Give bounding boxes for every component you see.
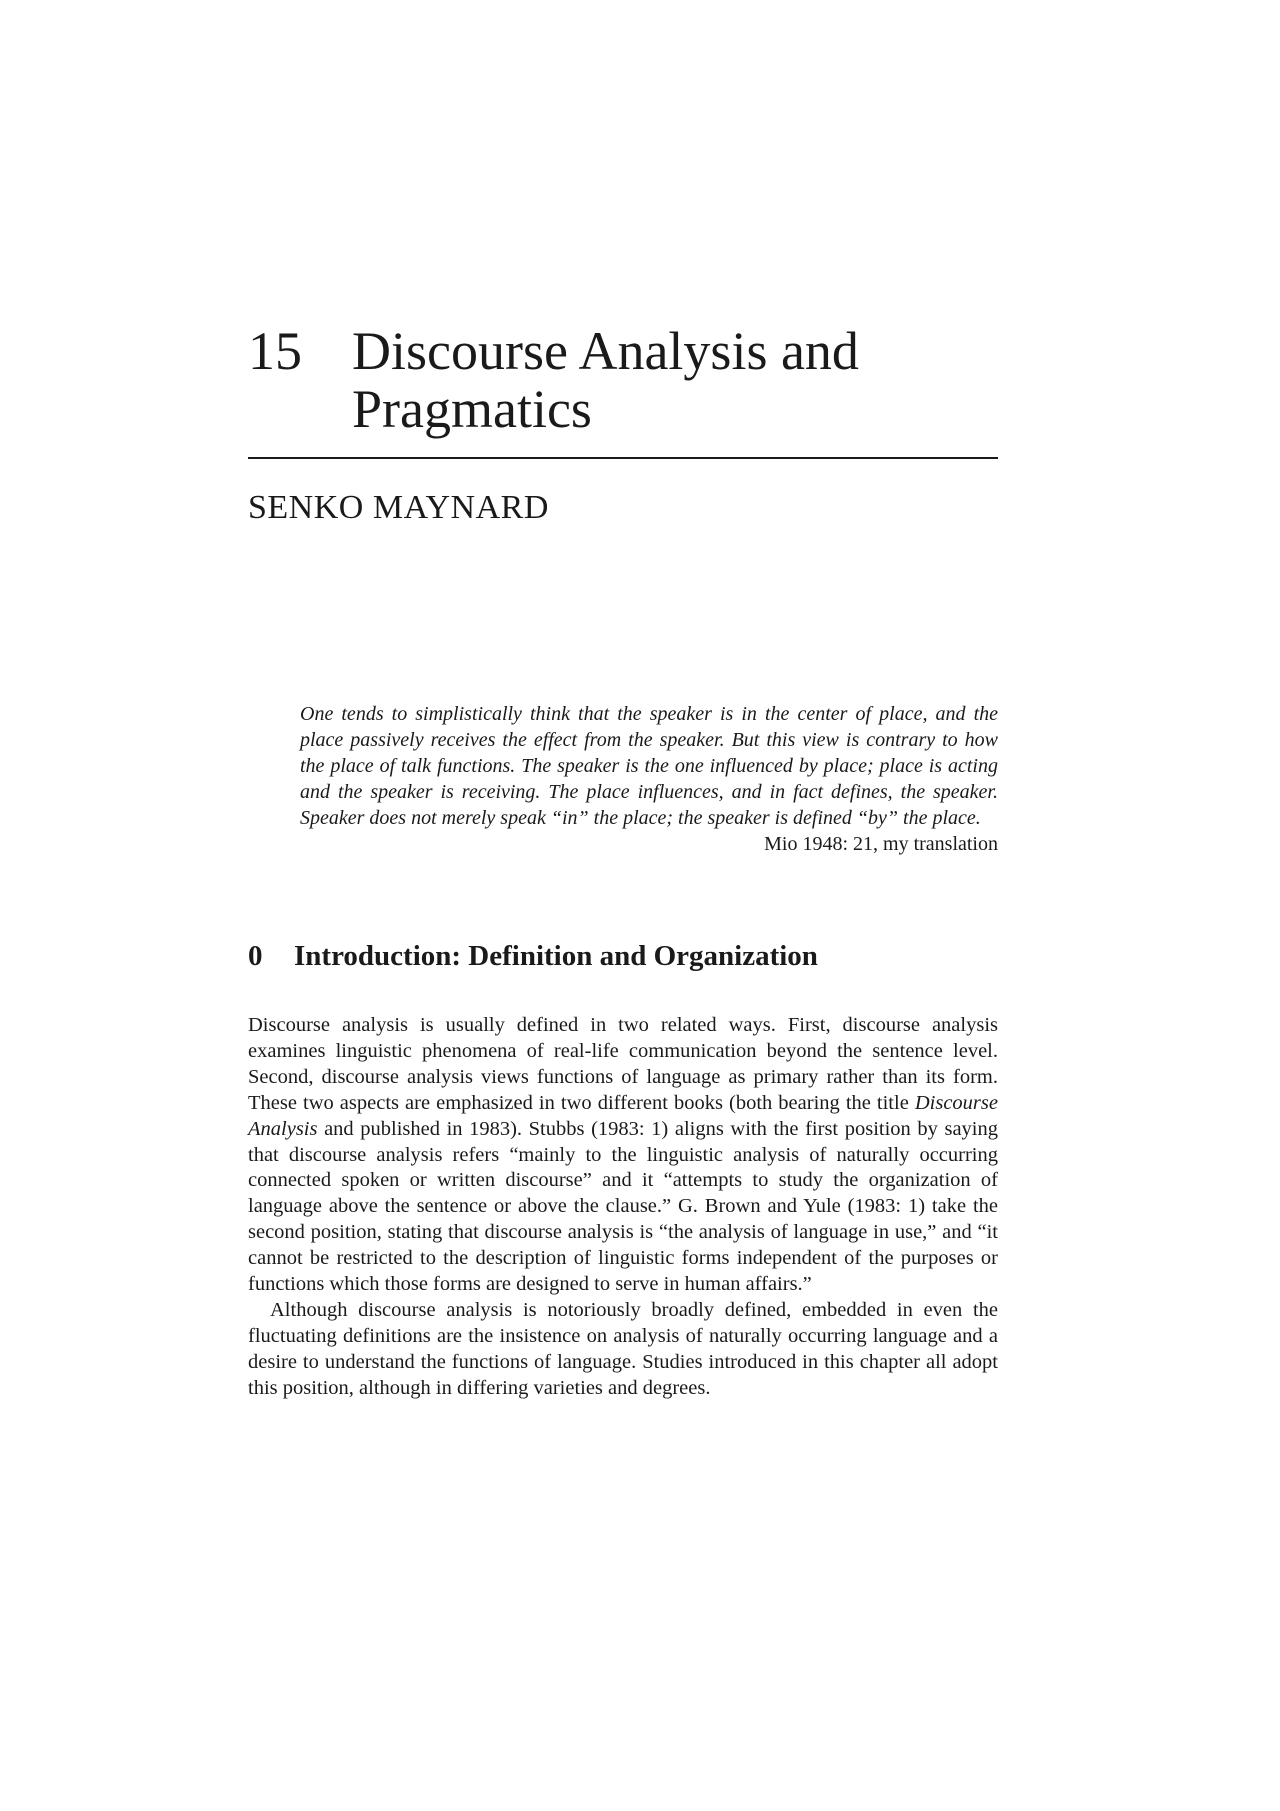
- title-rule: [248, 457, 998, 459]
- book-title-italic: Discourse Analysis: [248, 1091, 998, 1140]
- chapter-title-line-2: Pragmatics: [352, 379, 592, 439]
- epigraph-text: One tends to simplistically think that the speaker is in the center of place, and the place passively receives the effect from the speaker. But this view is contrary to how the place of talk functions. The speaker is the one influenced by place; place is acting and the speaker is receiving. The place influences, and in fact defines, the speaker. Speaker does not merely speak “in” the place; the speaker is defined “by” the place.: [300, 703, 998, 829]
- chapter-title-line-1: Discourse Analysis and: [352, 321, 859, 381]
- paragraph-1-part-b: and published in 1983). Stubbs (1983: 1) aligns with the first position by saying that discourse analysis refers “mainly to the linguistic analysis of naturally occurring connected spoken or written discourse” and it “attempts to study the organization of language above the sentence or above the clause.” G. Brown and Yule (1983: 1) take the second position, stating that discourse analysis is “the analysis of language in use,” and “it cannot be restricted to the description of linguistic forms independent of the purposes or functions which those forms are designed to serve in human affairs.”: [248, 1117, 998, 1296]
- paragraph-2: Although discourse analysis is notoriously broadly defined, embedded in even the fluctuating definitions are the insistence on analysis of naturally occurring language and a desire to understand the functions of language. Studies introduced in this chapter all adopt this position, although in differing varieties and degrees.: [248, 1298, 998, 1399]
- section-title: Introduction: Definition and Organization: [294, 940, 818, 972]
- chapter-number: 15: [248, 321, 302, 381]
- section-heading: [248, 938, 818, 974]
- body-text: [248, 1013, 998, 1402]
- paragraph-1-part-a: Discourse analysis is usually defined in two related ways. First, discourse analysis examines linguistic phenomena of real-life communication beyond the sentence level. Second, discourse analysis views functions of language as primary rather than its form. These two aspects are emphasized in two different books (both bearing the title: [248, 1014, 998, 1114]
- epigraph-citation: Mio 1948: 21, my translation: [764, 833, 998, 855]
- chapter-author: SENKO MAYNARD: [248, 489, 549, 526]
- chapter-title: [248, 322, 1008, 438]
- epigraph: [300, 701, 998, 857]
- section-number: 0: [248, 940, 263, 972]
- paragraph-1: [248, 1013, 998, 1298]
